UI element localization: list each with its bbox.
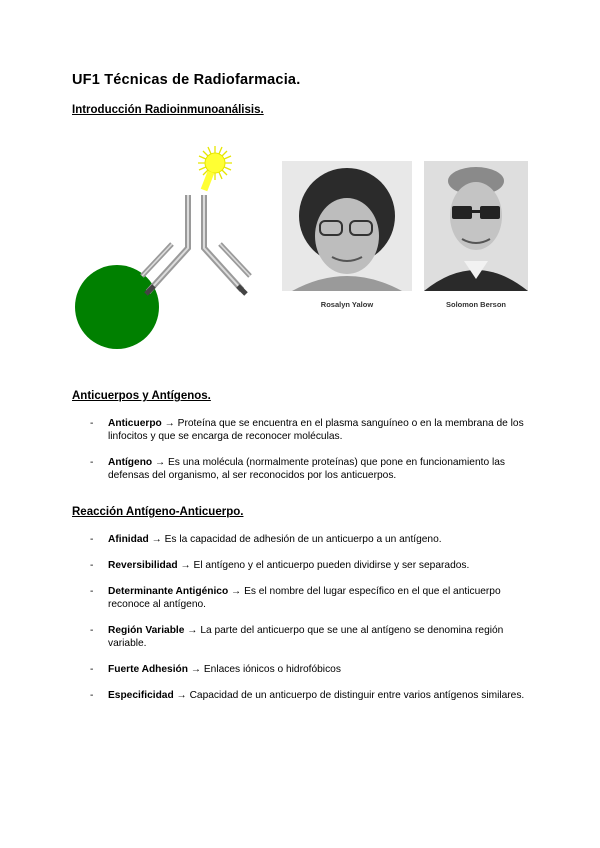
list-item bbox=[90, 417, 530, 443]
term: Determinante Antigénico bbox=[108, 586, 229, 597]
bullet-dash: - bbox=[90, 457, 94, 468]
list-item bbox=[90, 456, 530, 482]
arrow: → bbox=[231, 586, 242, 597]
antibody-shape bbox=[142, 195, 250, 294]
bullet-dash: - bbox=[90, 560, 94, 571]
bullet-dash: - bbox=[90, 625, 94, 636]
radioactive-label-star bbox=[198, 146, 232, 190]
antibodies-list bbox=[90, 417, 530, 495]
reaction-list bbox=[90, 533, 530, 715]
definition: Es el nombre del lugar específico en el que el anticuerpo reconoce al antígeno. bbox=[108, 586, 501, 610]
arrow: → bbox=[176, 690, 187, 701]
section-heading-reaction: Reacción Antígeno-Anticuerpo. bbox=[72, 506, 244, 518]
arrow: → bbox=[190, 664, 202, 675]
term: Reversibilidad bbox=[108, 560, 178, 571]
page-title: UF1 Técnicas de Radiofarmacia. bbox=[72, 72, 301, 88]
arrow: → bbox=[164, 418, 175, 429]
bullet-dash: - bbox=[90, 690, 94, 701]
caption-berson: Solomon Berson bbox=[445, 300, 506, 309]
bullet-dash: - bbox=[90, 586, 94, 597]
section-heading-antibodies: Anticuerpos y Antígenos. bbox=[72, 390, 211, 402]
definition: La parte del anticuerpo que se une al antígeno se denomina región variable. bbox=[108, 625, 504, 649]
term: Anticuerpo bbox=[108, 418, 162, 429]
list-item bbox=[90, 585, 530, 611]
bullet-dash: - bbox=[90, 418, 94, 429]
list-item bbox=[90, 533, 530, 546]
term: Región Variable bbox=[108, 625, 185, 636]
arrow: → bbox=[180, 560, 191, 571]
definition: Enlaces iónicos o hidrofóbicos bbox=[203, 664, 341, 675]
list-item bbox=[90, 689, 530, 702]
portrait-photo-yalow bbox=[282, 161, 412, 291]
list-item bbox=[90, 663, 530, 676]
arrow: → bbox=[151, 534, 162, 545]
list-item bbox=[90, 624, 530, 650]
arrow: → bbox=[187, 625, 198, 636]
arrow: → bbox=[154, 457, 166, 468]
caption-yalow: Rosalyn Yalow bbox=[320, 300, 374, 309]
bullet-dash: - bbox=[90, 534, 94, 545]
bullet-dash: - bbox=[90, 664, 94, 675]
portrait-photo-berson bbox=[424, 161, 528, 291]
antigen-sphere bbox=[75, 265, 159, 349]
term: Especificidad bbox=[108, 690, 174, 701]
term: Afinidad bbox=[108, 534, 149, 545]
list-item bbox=[90, 559, 530, 572]
definition: Es una molécula (normalmente proteínas) que pone en funcionamiento las defensas del organismo, al ser reconocidos por los anticuerpos. bbox=[108, 457, 505, 481]
definition: Proteína que se encuentra en el plasma sanguíneo o en la membrana de los linfocitos y que se encarga de reconocer moléculas. bbox=[108, 418, 524, 442]
definition: El antígeno y el anticuerpo pueden dividirse y ser separados. bbox=[193, 560, 470, 571]
antibody-illustration bbox=[70, 140, 260, 355]
section-heading-intro: Introducción Radioinmunoanálisis. bbox=[72, 104, 264, 116]
definition: Es la capacidad de adhesión de un anticuerpo a un antígeno. bbox=[164, 534, 442, 545]
term: Fuerte Adhesión bbox=[108, 664, 188, 675]
definition: Capacidad de un anticuerpo de distinguir entre varios antígenos similares. bbox=[189, 690, 525, 701]
term: Antígeno bbox=[108, 457, 153, 468]
